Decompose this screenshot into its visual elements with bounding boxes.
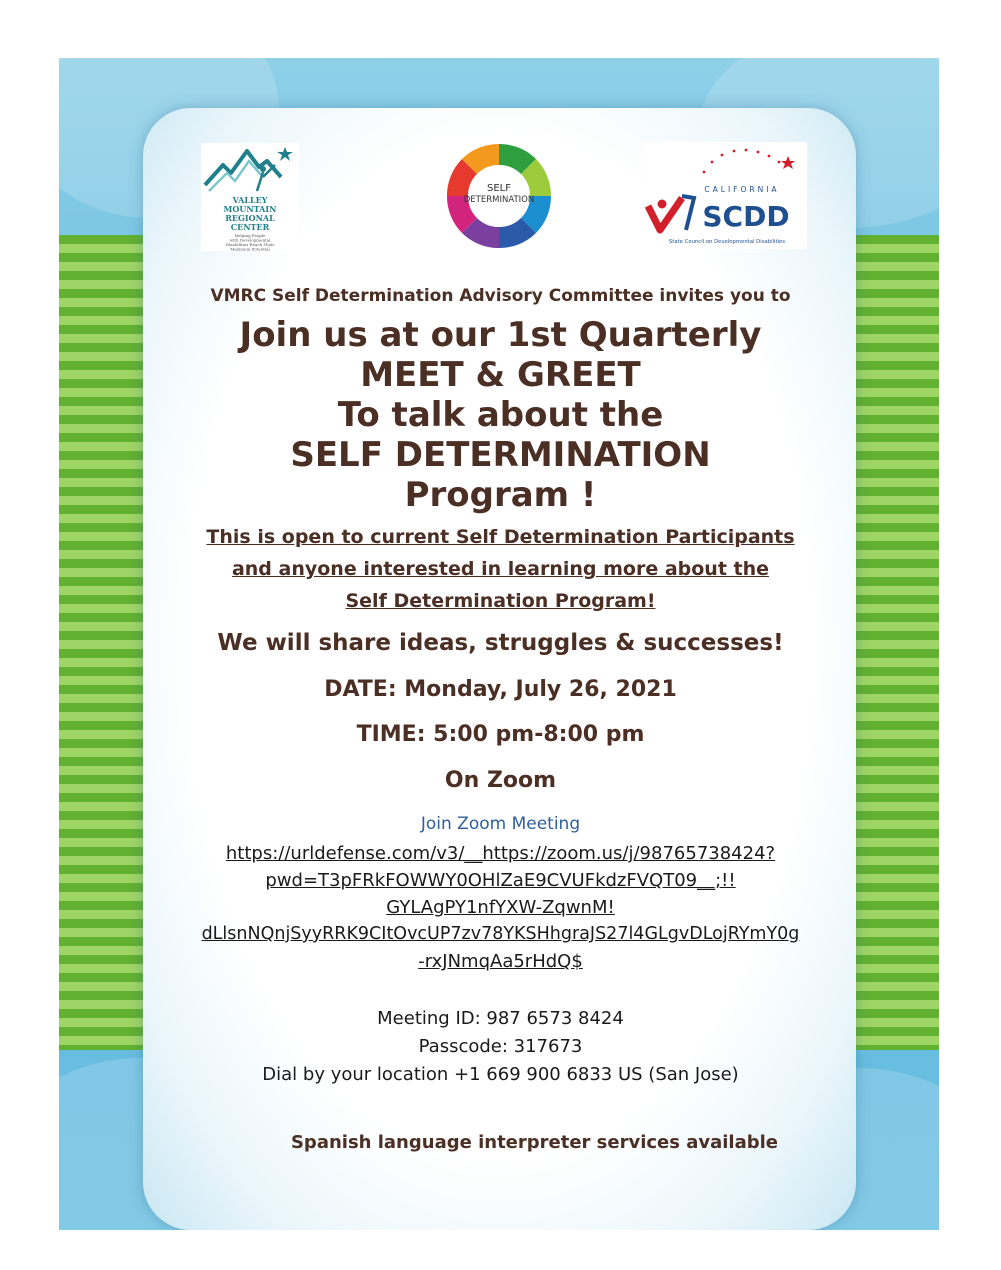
vmrc-line-1: VALLEY xyxy=(232,195,268,205)
zoom-link-line-1[interactable]: https://urldefense.com/v3/__https://zoom.us/j/98765738424? xyxy=(225,843,776,864)
headline-line-2: MEET & GREET xyxy=(360,355,641,395)
vmrc-line-4: CENTER xyxy=(230,222,270,232)
vmrc-tagline-4: Maximum Potential xyxy=(230,246,270,251)
zoom-link-line-4[interactable]: dLlsnNQnjSyyRRK9CItOvcUP7zv78YKSHhgraJS27l4GLgvDLojRYmY0g xyxy=(201,924,800,944)
zoom-link-line-5[interactable]: -rxJNmqAa5rHdQ$ xyxy=(418,951,583,972)
headline-line-1: Join us at our 1st Quarterly xyxy=(239,315,762,355)
headline-line-5: Program ! xyxy=(404,475,597,515)
scdd-state: CALIFORNIA xyxy=(704,185,780,194)
vmrc-tagline-1: Helping People xyxy=(234,233,266,238)
headline-line-4: SELF DETERMINATION xyxy=(290,435,711,475)
intro-line: VMRC Self Determination Advisory Committee invites you to xyxy=(210,286,791,306)
dial-in: Dial by your location +1 669 900 6833 US (San Jose) xyxy=(262,1064,739,1085)
zoom-link-line-2[interactable]: pwd=T3pFRkFOWWY0OHlZaE9CVUFkdzFVQT09__;!! xyxy=(265,870,736,891)
event-date: DATE: Monday, July 26, 2021 xyxy=(324,677,677,702)
meeting-id: Meeting ID: 987 6573 8424 xyxy=(377,1008,624,1029)
vmrc-tagline-3: Disabilities Reach Their xyxy=(225,242,275,247)
sd-logo-line-1: SELF xyxy=(487,183,511,194)
vmrc-tagline-2: with Developmental xyxy=(229,237,271,243)
footer-note: Spanish language interpreter services available xyxy=(290,1132,779,1153)
vmrc-line-3: REGIONAL xyxy=(225,213,275,223)
self-determination-logo xyxy=(438,135,560,257)
color-wheel-icon xyxy=(438,135,560,257)
content-card xyxy=(143,108,856,1230)
scdd-logo xyxy=(642,142,807,249)
vmrc-logo xyxy=(201,143,299,251)
open-to-line-3: Self Determination Program! xyxy=(345,590,656,612)
join-zoom-label: Join Zoom Meeting xyxy=(420,814,581,834)
headline-line-3: To talk about the xyxy=(337,395,664,435)
vmrc-line-2: MOUNTAIN xyxy=(223,204,277,214)
passcode: Passcode: 317673 xyxy=(418,1036,583,1057)
event-time: TIME: 5:00 pm-8:00 pm xyxy=(356,722,645,747)
event-venue: On Zoom xyxy=(444,768,557,793)
scdd-full-name: State Council on Developmental Disabilities xyxy=(668,239,786,245)
open-to-line-2: and anyone interested in learning more about the xyxy=(231,558,770,580)
zoom-link-line-3[interactable]: GYLAgPY1nfYXW-ZqwnM! xyxy=(386,897,615,918)
open-to-line-1: This is open to current Self Determination Participants xyxy=(206,526,795,548)
sd-logo-line-2: DETERMINATION xyxy=(463,195,535,205)
scdd-acronym: SCDD xyxy=(702,200,790,233)
share-line: We will share ideas, struggles & successes! xyxy=(217,630,784,656)
